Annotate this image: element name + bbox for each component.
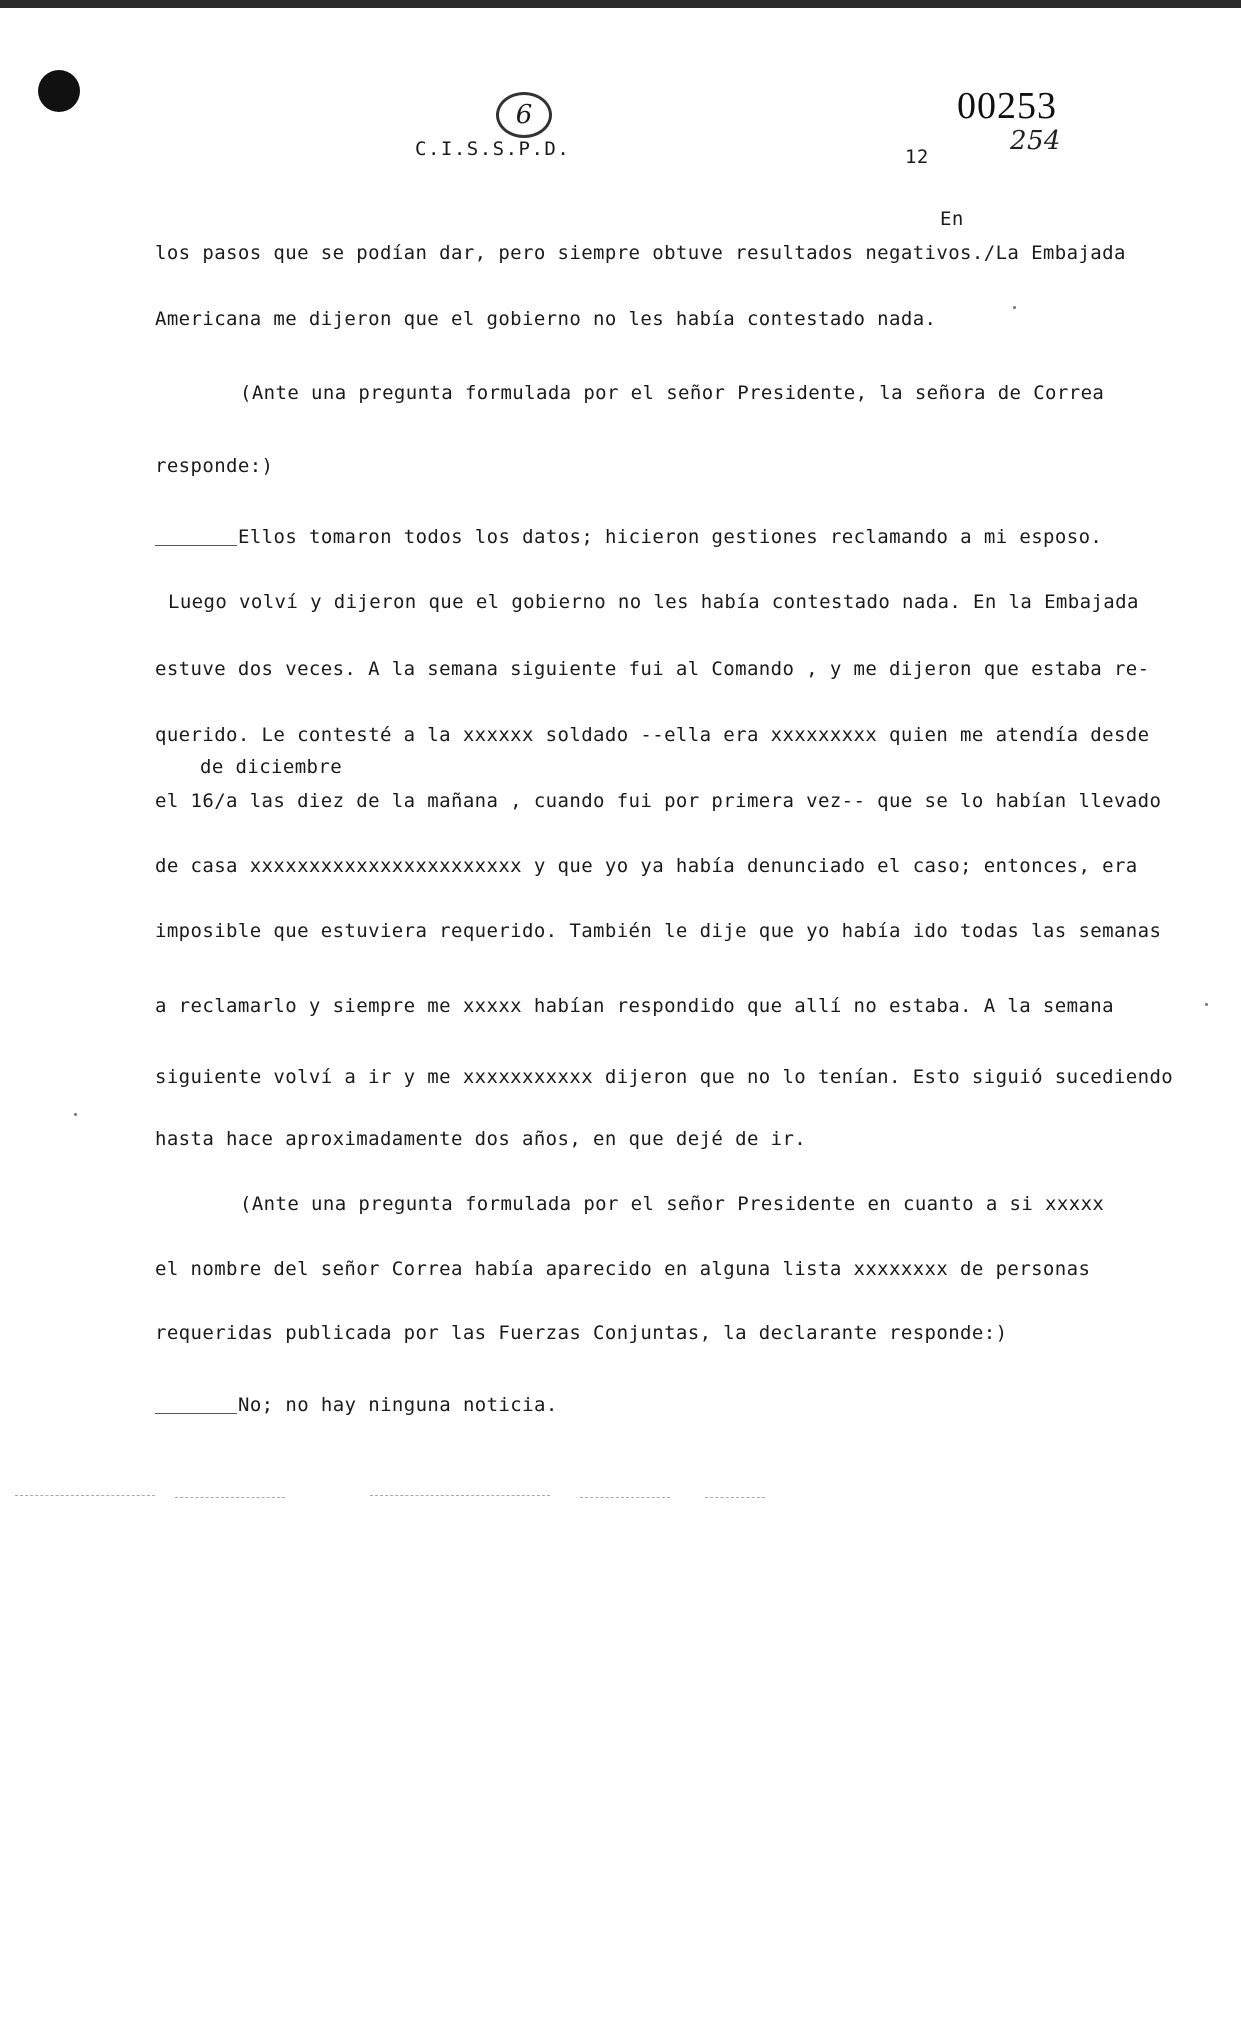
body-line: los pasos que se podían dar, pero siempre obtuve resultados negativos./La Embajada bbox=[155, 242, 1126, 264]
body-line: (Ante una pregunta formulada por el señor Presidente en cuanto a si xxxxx bbox=[240, 1193, 1105, 1215]
interlinear-insertion: de diciembre bbox=[200, 756, 343, 778]
body-line: imposible que estuviera requerido. También le dije que yo había ido todas las semanas bbox=[155, 920, 1162, 942]
indent-rule bbox=[155, 545, 237, 546]
body-line: No; no hay ninguna noticia. bbox=[238, 1394, 558, 1416]
circled-number-stamp: 6 bbox=[496, 92, 552, 138]
scan-artifact-line bbox=[370, 1495, 550, 1496]
punch-hole bbox=[38, 70, 80, 112]
body-line: En bbox=[940, 208, 964, 230]
scan-speck bbox=[74, 1113, 77, 1116]
scan-speck bbox=[1205, 1003, 1208, 1006]
scan-artifact-line bbox=[705, 1497, 765, 1498]
body-line: responde:) bbox=[155, 455, 274, 477]
body-line: siguiente volví a ir y me xxxxxxxxxxx dijeron que no lo tenían. Esto siguió sucediendo bbox=[155, 1066, 1174, 1088]
body-line: Ellos tomaron todos los datos; hicieron gestiones reclamando a mi esposo. bbox=[238, 526, 1103, 548]
institution-code: C.I.S.S.P.D. bbox=[415, 138, 571, 160]
body-line: Americana me dijeron que el gobierno no les había contestado nada. bbox=[155, 308, 937, 330]
scan-artifact-line bbox=[175, 1497, 285, 1498]
page-top-edge bbox=[0, 0, 1241, 8]
body-line: estuve dos veces. A la semana siguiente fui al Comando , y me dijeron que estaba re- bbox=[155, 658, 1150, 680]
body-line: a reclamarlo y siempre me xxxxx habían respondido que allí no estaba. A la semana bbox=[155, 995, 1114, 1017]
body-line: requeridas publicada por las Fuerzas Conjuntas, la declarante responde:) bbox=[155, 1322, 1008, 1344]
body-line: hasta hace aproximadamente dos años, en que dejé de ir. bbox=[155, 1128, 807, 1150]
body-line: de casa xxxxxxxxxxxxxxxxxxxxxxx y que yo ya había denunciado el caso; entonces, era bbox=[155, 855, 1138, 877]
body-line: el 16/a las diez de la mañana , cuando fui por primera vez-- que se lo habían llevado bbox=[155, 790, 1162, 812]
body-line: Luego volví y dijeron que el gobierno no les había contestado nada. En la Embajada bbox=[168, 591, 1139, 613]
indent-rule bbox=[155, 1413, 237, 1414]
body-line: querido. Le contesté a la xxxxxx soldado --ella era xxxxxxxxx quien me atendía desde bbox=[155, 724, 1150, 746]
page-number: 12 bbox=[905, 146, 929, 168]
document-number: 00253 bbox=[957, 85, 1057, 127]
body-line: el nombre del señor Correa había aparecido en alguna lista xxxxxxxx de personas bbox=[155, 1258, 1091, 1280]
body-line: (Ante una pregunta formulada por el señor Presidente, la señora de Correa bbox=[240, 382, 1105, 404]
scan-artifact-line bbox=[580, 1497, 670, 1498]
handwritten-page-number: 254 bbox=[1010, 126, 1061, 156]
scan-speck bbox=[1013, 306, 1016, 309]
scan-artifact-line bbox=[15, 1495, 155, 1496]
